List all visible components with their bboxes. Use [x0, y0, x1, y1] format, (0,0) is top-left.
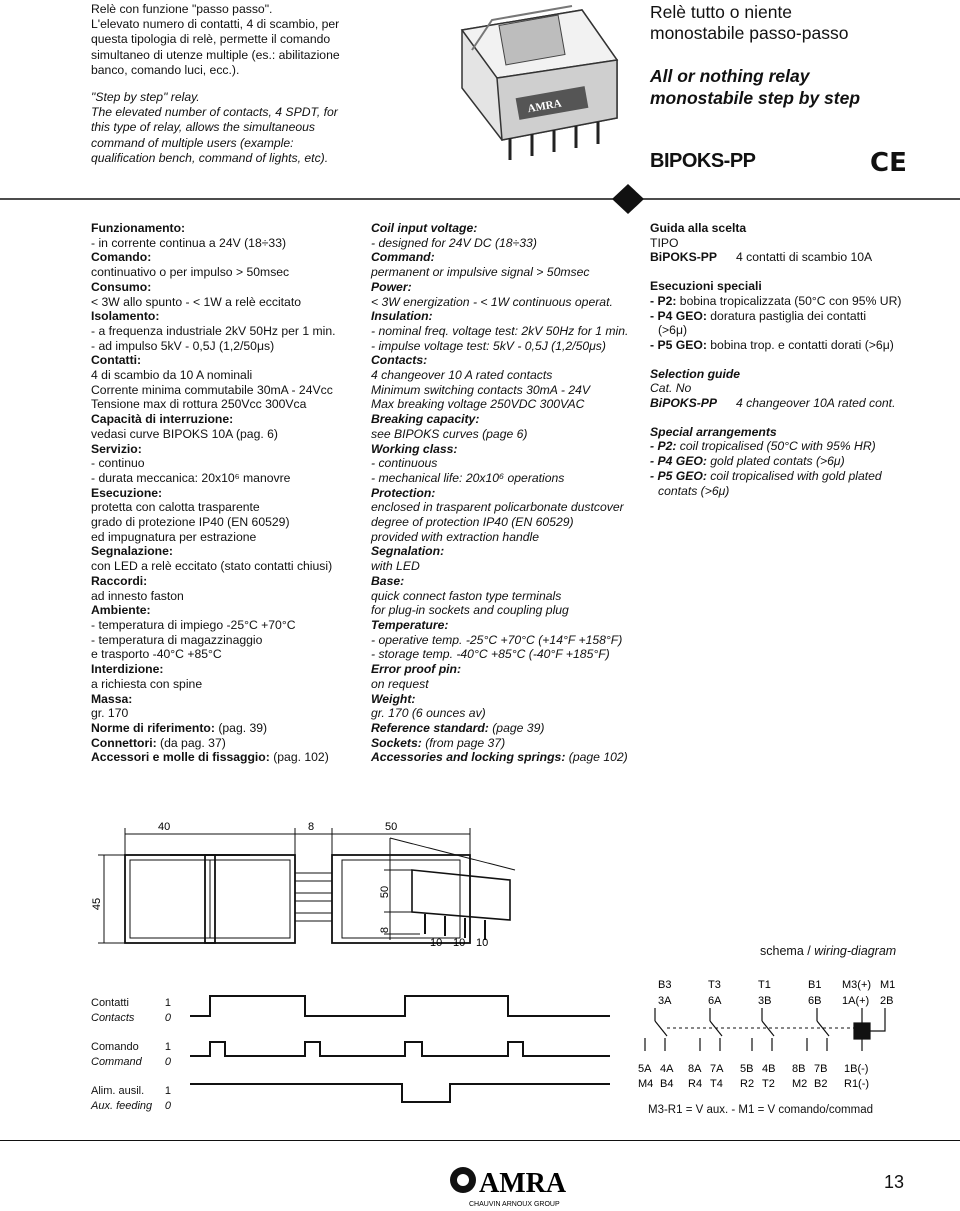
spec-line: vedasi curve BIPOKS 10A (pag. 6) [91, 426, 278, 441]
spec-heading: Interdizione: [91, 662, 164, 677]
spec-line: - impulse voltage test: 5kV - 0,5J (1,2/50μs) [371, 338, 606, 353]
terminal-label-top: B1 [808, 979, 822, 991]
special-item [650, 294, 950, 309]
spec-column-en [371, 221, 646, 765]
spec-heading: Consumo: [91, 279, 152, 294]
timing-label-en [91, 1055, 171, 1070]
wiring-diagram [630, 976, 930, 1096]
timing-label-it [91, 1084, 171, 1099]
footer-group: CHAUVIN ARNOUX GROUP [469, 1201, 560, 1208]
reference-page: (from page 37) [421, 735, 506, 750]
spec-line: - a frequenza industriale 2kV 50Hz per 1 min. [91, 323, 336, 338]
terminal-label-bottom2: M4 [638, 1078, 654, 1090]
timing-label-it [91, 996, 171, 1011]
intro-it-line: simultaneo di utenze multiple (es.: abilitazione [91, 47, 340, 62]
reference-label: Accessori e molle di fissaggio: [91, 750, 270, 765]
special-desc: doratura pastiglia dei contatti [706, 308, 867, 323]
timing-diagram [190, 990, 610, 1120]
special-item [650, 469, 950, 484]
dim-w1: 40 [158, 821, 171, 833]
spec-heading: Segnalation: [371, 544, 445, 559]
guide-row-en [650, 396, 950, 411]
intro-en-line: command of multiple users (example: [91, 135, 294, 150]
spec-heading: Servizio: [91, 441, 142, 456]
spec-heading: Esecuzione: [91, 485, 163, 500]
spec-heading: Raccordi: [91, 573, 148, 588]
timing-level-1: 1 [164, 1041, 171, 1053]
special-code: - P2: [650, 439, 677, 454]
reference-page: (page 39) [488, 720, 545, 735]
timing-name-en: Command [91, 1055, 142, 1068]
reference-label: Connettori: [91, 735, 157, 750]
spec-line: - continuo [91, 456, 145, 471]
special-code: - P5 GEO: [650, 337, 707, 352]
spec-line: e trasporto -40°C +85°C [91, 647, 222, 662]
reference-page: (pag. 39) [214, 720, 268, 735]
reference-label: Accessories and locking springs: [371, 750, 566, 765]
spec-heading: Error proof pin: [371, 662, 462, 677]
intro-it-line: L'elevato numero di contatti, 4 di scambio, per [91, 17, 340, 32]
terminal-label-top: M3(+) [842, 979, 872, 991]
terminal-label-bottom2: B4 [660, 1078, 674, 1090]
title-en-1: All or nothing relay [650, 66, 810, 86]
spec-line: permanent or impulsive signal > 50msec [371, 265, 590, 280]
special-desc: coil tropicalised (50°C with 95% HR) [676, 439, 876, 454]
terminal-label-bottom2: B2 [814, 1078, 828, 1090]
spec-heading: Temperature: [371, 617, 449, 632]
special-title-en: Special arrangements [650, 424, 777, 439]
spec-line: 4 di scambio da 10 A nominali [91, 368, 253, 383]
timing-level-0: 0 [164, 1011, 171, 1024]
terminal-label-top: T1 [758, 979, 771, 991]
terminal-label-top2: 1A(+) [842, 995, 870, 1007]
special-desc: contats (>6μ) [658, 483, 730, 498]
guide-row [650, 250, 950, 265]
selection-guide [650, 221, 950, 498]
intro-text [91, 2, 353, 166]
spec-line: Corrente minima commutabile 30mA - 24Vcc [91, 382, 333, 397]
special-item [650, 484, 950, 499]
side-view-drawing [370, 830, 520, 950]
dim-w3: 50 [385, 821, 398, 833]
reference-line [91, 721, 361, 736]
terminal-label-bottom: 4B [762, 1063, 776, 1075]
terminal-label-top2: 6B [808, 995, 822, 1007]
spec-line: < 3W energization - < 1W continuous operat. [371, 294, 613, 309]
spec-line: con LED a relè eccitato (stato contatti chiusi) [91, 559, 333, 574]
schema-title-sep: / [807, 944, 811, 958]
special-desc: bobina trop. e contatti dorati (>6μ) [706, 337, 894, 352]
spec-line: see BIPOKS curves (page 6) [371, 426, 528, 441]
selection-title-en: Selection guide [650, 366, 741, 381]
reference-line [371, 721, 646, 736]
dim-side-h: 50 [379, 885, 391, 899]
model-name: BIPOKS-PP [650, 150, 756, 172]
title-en-2: monostabile step by step [650, 87, 861, 108]
reference-label: Norme di riferimento: [91, 720, 215, 735]
spec-heading: Insulation: [371, 309, 433, 324]
special-desc: bobina tropicalizzata (50°C con 95% UR) [676, 293, 902, 308]
spec-heading: Massa: [91, 691, 133, 706]
spec-line: gr. 170 [91, 706, 129, 721]
timing-name-it: Comando [91, 1041, 139, 1053]
spec-line: - storage temp. -40°C +85°C (-40°F +185°F) [371, 647, 610, 662]
dim-pin-h: 8 [379, 926, 391, 934]
reference-label: Reference standard: [371, 720, 489, 735]
guide-row-en-desc: 4 changeover 10A rated cont. [736, 396, 896, 411]
reference-line [91, 750, 361, 765]
timing-name-en: Aux. feeding [91, 1099, 153, 1112]
guide-tipo: TIPO [650, 235, 679, 250]
reference-page: (da pag. 37) [156, 735, 226, 750]
terminal-label-top: T3 [708, 979, 721, 991]
title-it-2: monostabile passo-passo [650, 23, 849, 43]
dim-pitch-2: 10 [453, 937, 466, 949]
spec-line: - designed for 24V DC (18÷33) [371, 235, 537, 250]
page-number: 13 [884, 1172, 905, 1192]
spec-line: ed impugnatura per estrazione [91, 529, 257, 544]
spec-line: Tensione max di rottura 250Vcc 300Vca [91, 397, 307, 412]
spec-line: - mechanical life: 20x10⁶ operations [371, 470, 565, 485]
special-code: - P5 GEO: [650, 468, 707, 483]
timing-label-en [91, 1011, 171, 1026]
intro-en-line: The elevated number of contacts, 4 SPDT, for [91, 105, 338, 120]
spec-line: Max breaking voltage 250VDC 300VAC [371, 397, 585, 412]
spec-line: with LED [371, 559, 420, 574]
spec-line: Minimum switching contacts 30mA - 24V [371, 382, 590, 397]
spec-line: - durata meccanica: 20x10⁶ manovre [91, 470, 291, 485]
spec-line: provided with extraction handle [371, 529, 540, 544]
intro-en-line: "Step by step" relay. [91, 90, 200, 105]
spec-line: < 3W allo spunto - < 1W a relè eccitato [91, 294, 301, 309]
special-code: - P2: [650, 293, 677, 308]
timing-label-it [91, 1040, 171, 1055]
spec-heading: Breaking capacity: [371, 412, 480, 427]
spec-line: - ad impulso 5kV - 0,5J (1,2/50μs) [91, 338, 275, 353]
spec-line: - in corrente continua a 24V (18÷33) [91, 235, 287, 250]
timing-name-it: Contatti [91, 997, 129, 1009]
intro-en-line: qualification bench, command of lights, etc). [91, 150, 329, 165]
dim-pitch-1: 10 [430, 937, 443, 949]
spec-heading: Power: [371, 279, 412, 294]
terminal-label-bottom: 5A [638, 1063, 652, 1075]
guide-row-en-type: BiPOKS-PP [650, 396, 718, 411]
reference-label: Sockets: [371, 735, 422, 750]
spec-heading: Base: [371, 573, 405, 588]
spec-line: 4 changeover 10 A rated contacts [371, 368, 553, 383]
spec-line: continuativo o per impulso > 50msec [91, 265, 290, 280]
spec-line: - continuous [371, 456, 438, 471]
spec-line: degree of protection IP40 (EN 60529) [371, 515, 574, 530]
dim-pitch-3: 10 [476, 937, 489, 949]
reference-page: (page 102) [565, 750, 628, 765]
spec-heading: Comando: [91, 250, 152, 265]
schema-title [760, 944, 896, 958]
guide-row-type: BiPOKS-PP [650, 250, 718, 265]
terminal-label-top2: 6A [708, 995, 722, 1007]
footer-logo [445, 1160, 575, 1210]
schema-title-en: wiring-diagram [814, 944, 897, 958]
spec-line: on request [371, 676, 429, 691]
spec-line: quick connect faston type terminals [371, 588, 562, 603]
spec-heading: Capacità di interruzione: [91, 412, 234, 427]
timing-name-it: Alim. ausil. [91, 1085, 145, 1097]
spec-heading: Contacts: [371, 353, 428, 368]
ce-mark: CE [870, 148, 907, 178]
reference-line [371, 750, 646, 765]
terminal-label-top: M1 [880, 979, 896, 991]
spec-line: ad innesto faston [91, 588, 184, 603]
intro-en-line: this type of relay, allows the simultaneous [91, 120, 315, 135]
spec-heading: Contatti: [91, 353, 142, 368]
guide-title: Guida alla scelta [650, 221, 747, 235]
special-code: - P4 GEO: [650, 308, 707, 323]
spec-line: a richiesta con spine [91, 676, 203, 691]
spec-line: protetta con calotta trasparente [91, 500, 260, 515]
special-item [650, 439, 950, 454]
guide-row-desc: 4 contatti di scambio 10A [736, 250, 873, 265]
spec-line: enclosed in trasparent policarbonate dustcover [371, 500, 624, 515]
timing-level-0: 0 [164, 1055, 171, 1068]
terminal-label-bottom2: R4 [688, 1078, 703, 1090]
spec-line: - temperatura di magazzinaggio [91, 632, 263, 647]
terminal-label-top2: 2B [880, 995, 894, 1007]
spec-heading: Command: [371, 250, 435, 265]
spec-heading: Coil input voltage: [371, 221, 478, 235]
dim-w2: 8 [308, 821, 315, 833]
dim-h: 45 [91, 897, 103, 911]
terminal-label-bottom2: R1(-) [844, 1078, 870, 1090]
title-block [650, 2, 950, 109]
special-desc: gold plated contats (>6μ) [706, 454, 845, 469]
title-it-1: Relè tutto o niente [650, 2, 793, 22]
reference-line [371, 736, 646, 751]
timing-label-en [91, 1099, 171, 1114]
special-item [650, 454, 950, 469]
terminal-label-bottom2: M2 [792, 1078, 808, 1090]
spec-line: - temperatura di impiego -25°C +70°C [91, 617, 296, 632]
terminal-label-bottom: 8A [688, 1063, 702, 1075]
terminal-label-top2: 3B [758, 995, 772, 1007]
special-code: - P4 GEO: [650, 454, 707, 469]
terminal-label-bottom2: T2 [762, 1078, 775, 1090]
section-divider [0, 180, 960, 220]
spec-column-it [91, 221, 361, 765]
spec-heading: Segnalazione: [91, 544, 173, 559]
timing-level-1: 1 [164, 1085, 171, 1097]
terminal-label-bottom: 1B(-) [844, 1063, 869, 1075]
intro-it-line: Relè con funzione "passo passo". [91, 2, 273, 16]
spec-line: - nominal freq. voltage test: 2kV 50Hz for 1 min. [371, 323, 629, 338]
terminal-label-bottom: 4A [660, 1063, 674, 1075]
spec-heading: Ambiente: [91, 603, 151, 618]
spec-heading: Weight: [371, 691, 416, 706]
terminal-label-bottom2: T4 [710, 1078, 723, 1090]
terminal-label-bottom: 8B [792, 1063, 806, 1075]
timing-row-label [91, 996, 171, 1025]
terminal-label-bottom: 5B [740, 1063, 754, 1075]
wiring-note: M3-R1 = V aux. - M1 = V comando/commad [648, 1104, 873, 1116]
reference-line [91, 736, 361, 751]
timing-name-en: Contacts [91, 1011, 135, 1024]
special-desc: (>6μ) [658, 323, 688, 338]
spec-heading: Working class: [371, 441, 458, 456]
spec-heading: Funzionamento: [91, 221, 186, 235]
spec-line: - operative temp. -25°C +70°C (+14°F +158°F) [371, 632, 623, 647]
terminal-label-top2: 3A [658, 995, 672, 1007]
spec-line: grado di protezione IP40 (EN 60529) [91, 515, 290, 530]
terminal-label-bottom: 7B [814, 1063, 828, 1075]
spec-heading: Isolamento: [91, 309, 160, 324]
special-title: Esecuzioni speciali [650, 279, 762, 294]
intro-it-line: questa tipologia di relè, permette il comando [91, 32, 331, 47]
timing-row-label [91, 1084, 171, 1113]
reference-page: (pag. 102) [269, 750, 329, 765]
spec-line: gr. 170 (6 ounces av) [371, 706, 486, 721]
intro-it-line: banco, comando luci, ecc.). [91, 62, 240, 77]
terminal-label-top: B3 [658, 979, 672, 991]
schema-title-it: schema [760, 944, 804, 958]
terminal-label-bottom2: R2 [740, 1078, 755, 1090]
timing-level-0: 0 [164, 1099, 171, 1112]
timing-level-1: 1 [164, 997, 171, 1009]
photo-brand-label: AMRA [526, 97, 563, 116]
special-item [650, 338, 950, 353]
special-desc: coil tropicalised with gold plated [706, 468, 882, 483]
relay-photo [432, 0, 632, 168]
special-item [650, 309, 950, 324]
terminal-label-bottom: 7A [710, 1063, 724, 1075]
cat-no: Cat. No [650, 381, 692, 396]
spec-heading: Protection: [371, 485, 436, 500]
footer-brand: AMRA [479, 1168, 567, 1199]
footer-divider [0, 1140, 960, 1141]
spec-line: for plug-in sockets and coupling plug [371, 603, 569, 618]
special-item [650, 323, 950, 338]
timing-row-label [91, 1040, 171, 1069]
